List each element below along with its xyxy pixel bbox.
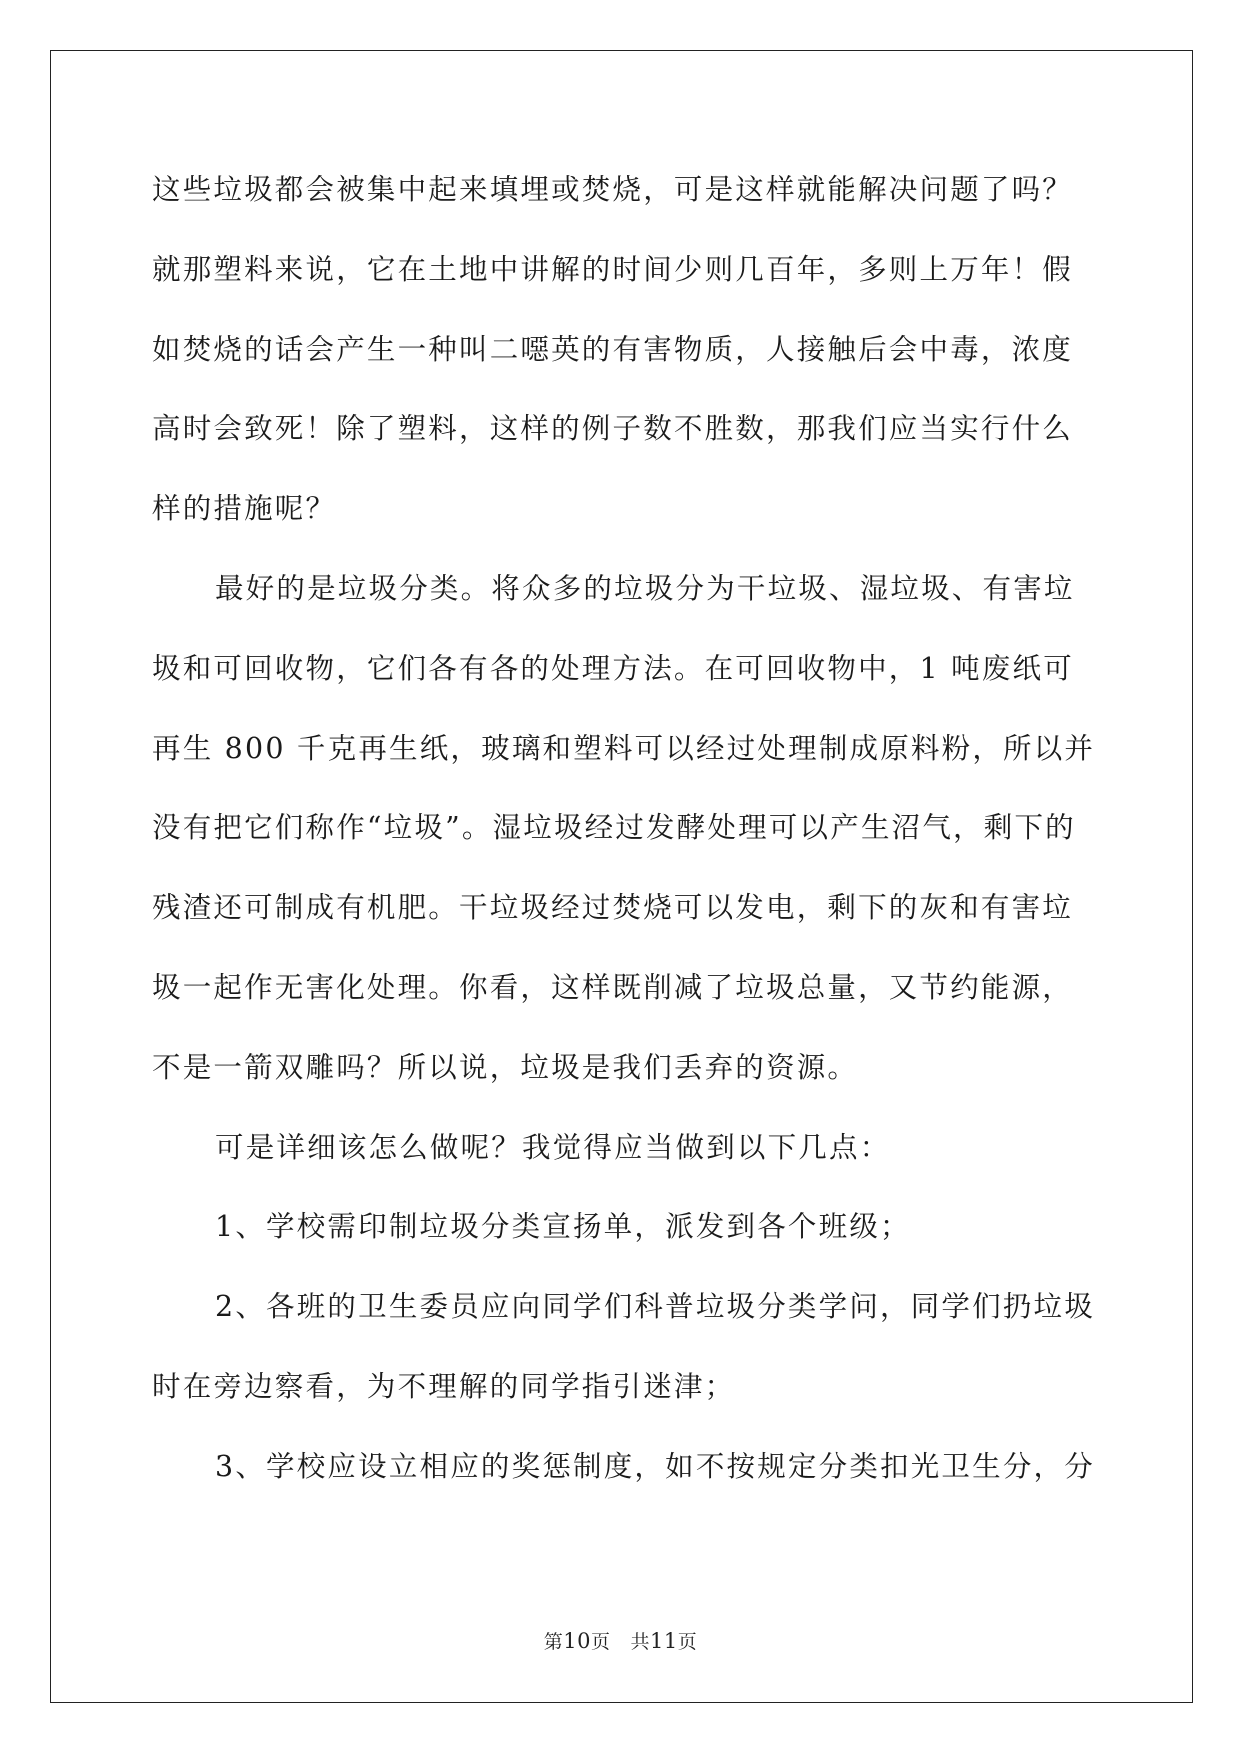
text-line: 如焚烧的话会产生一种叫二噁英的有害物质，人接触后会中毒，浓度 [152,332,1074,366]
total-prefix: 共 [630,1631,651,1653]
page-suffix: 页 [590,1631,611,1653]
page-prefix: 第 [543,1631,564,1653]
total-suffix: 页 [677,1631,698,1653]
text-line: 再生 800 千克再生纸，玻璃和塑料可以经过处理制成原料粉，所以并 [152,731,1096,765]
text-line: 这些垃圾都会被集中起来填埋或焚烧，可是这样就能解决问题了吗？ [152,173,1074,206]
text-line: 没有把它们称作“垃圾”。湿垃圾经过发酵处理可以产生沼气，剩下的 [152,811,1076,845]
text-line: 可是详细该怎么做呢？我觉得应当做到以下几点： [215,1130,891,1164]
list-item: 3、学校应设立相应的奖惩制度，如不按规定分类扣光卫生分，分 [215,1449,1095,1483]
text-line: 样的措施呢？ [152,492,337,526]
list-item: 1、学校需印制垃圾分类宣扬单，派发到各个班级； [215,1210,911,1244]
text-line: 就那塑料来说，它在土地中讲解的时间少则几百年，多则上万年！假 [152,252,1074,286]
page-current: 10 [563,1629,591,1653]
list-item: 2、各班的卫生委员应向同学们科普垃圾分类学问，同学们扔垃圾 [215,1290,1095,1324]
text-line: 时在旁边察看，为不理解的同学指引迷津； [152,1369,736,1403]
document-body [152,150,1096,1507]
text-line: 圾一起作无害化处理。你看，这样既削减了垃圾总量，又节约能源， [152,970,1074,1004]
text-line: 残渣还可制成有机肥。干垃圾经过焚烧可以发电，剩下的灰和有害垃 [152,891,1074,925]
text-line: 不是一箭双雕吗？所以说，垃圾是我们丢弃的资源。 [152,1050,859,1084]
text-line: 最好的是垃圾分类。将众多的垃圾分为干垃圾、湿垃圾、有害垃 [215,571,1075,605]
page-total: 11 [650,1629,678,1653]
text-line: 高时会致死！除了塑料，这样的例子数不胜数，那我们应当实行什么 [152,412,1074,446]
page-footer [0,1627,1241,1654]
text-line: 圾和可回收物，它们各有各的处理方法。在可回收物中，1 吨废纸可 [152,651,1074,685]
